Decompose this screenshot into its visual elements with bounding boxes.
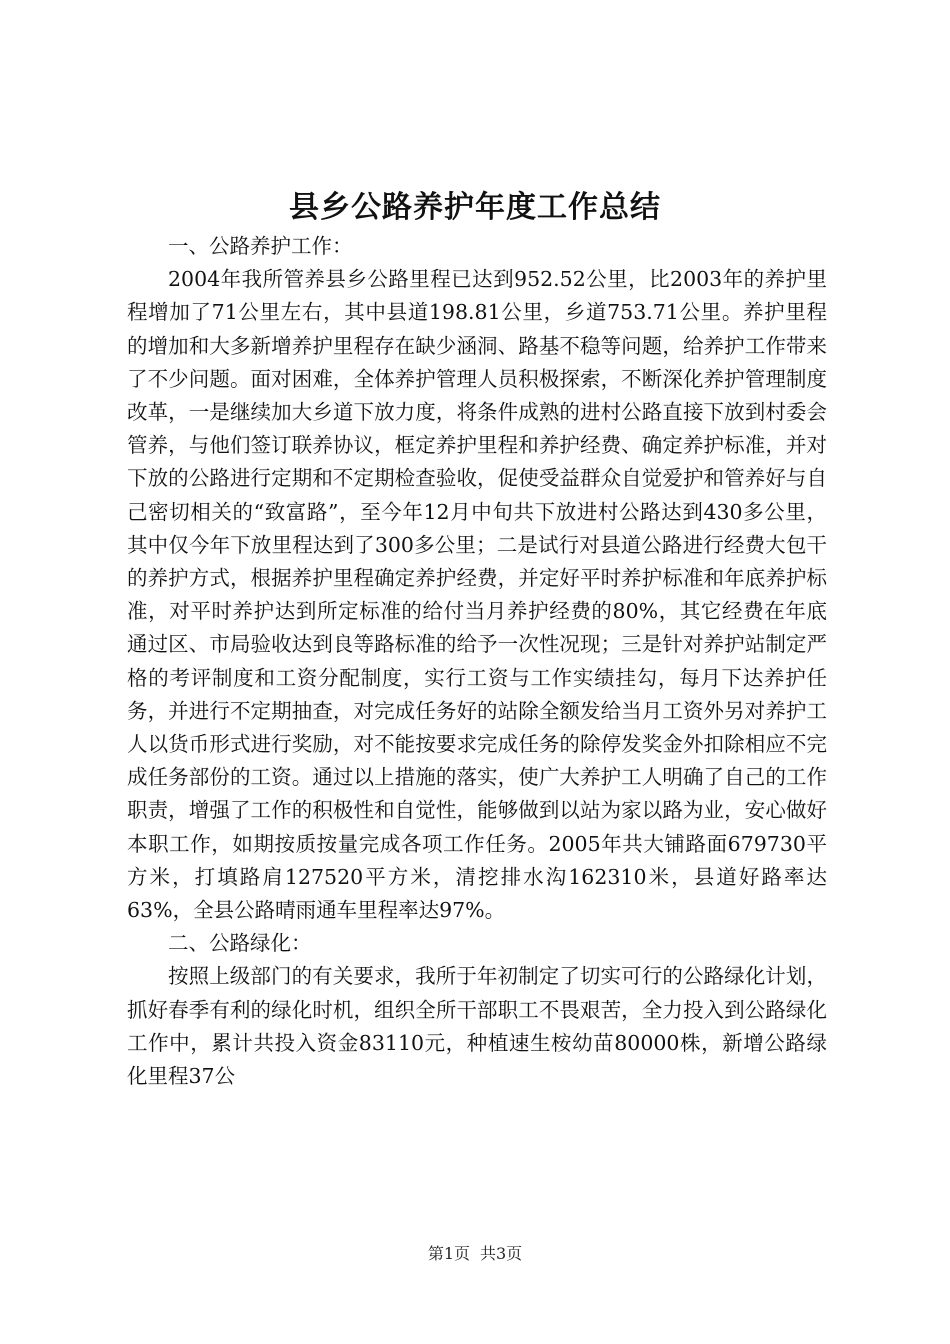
page-number: 第1页 (427, 1244, 470, 1263)
document-body (127, 230, 827, 1093)
section-heading: 二、公路绿化： (168, 931, 312, 956)
page-total: 共3页 (480, 1244, 523, 1263)
section-heading: 一、公路养护工作： (168, 234, 353, 258)
page-footer (0, 1243, 950, 1265)
body-paragraph: 2004年我所管养县乡公路里程已达到952.52公里，比2003年的养护里程增加了71公里左右，其中县道198.81公里，乡道753.71公里。养护里程的增加和大多新增养护里程存在缺少涵洞、路基不稳等问题，给养护工作带来了不少问题。面对困难，全体养护管理人员积极探索，不断深化养护管理制度改革，一是继续加大乡道下放力度，将条件成熟的进村公路直接下放到村委会管养，与他们签订联养协议，框定养护里程和养护经费、确定养护标准，并对下放的公路进行定期和不定期检查验收，促使受益群众自觉爱护和管养好与自己密切相关的“致富路”，至今年12月中旬共下放进村公路达到430多公里，其中仅今年下放里程达到了300多公里；二是试行对县道公路进行经费大包干的养护方式，根据养护里程确定养护经费，并定好平时养护标准和年底养护标准，对平时养护达到所定标准的给付当月养护经费的80%，其它经费在年底通过区、市局验收达到良等路标准的给予一次性况现；三是针对养护站制定严格的考评制度和工资分配制度，实行工资与工作实绩挂勾，每月下达养护任务，并进行不定期抽查，对完成任务好的站除全额发给当月工资外另对养护工人以货币形式进行奖励，对不能按要求完成任务的除停发奖金外扣除相应不完成任务部份的工资。通过以上措施的落实，使广大养护工人明确了自己的工作职责，增强了工作的积极性和自觉性，能够做到以站为家以路为业，安心做好本职工作，如期按质按量完成各项工作任务。2005年共大铺路面679730平方米，打填路肩127520平方米，清挖排水沟162310米，县道好路率达63%，全县公路晴雨通车里程率达97%。 (127, 267, 827, 923)
document-title: 县乡公路养护年度工作总结 (289, 190, 661, 225)
body-paragraph: 按照上级部门的有关要求，我所于年初制定了切实可行的公路绿化计划，抓好春季有利的绿化时机，组织全所干部职工不畏艰苦，全力投入到公路绿化工作中，累计共投入资金83110元，种植速生桉幼苗80000株，新增公路绿化里程37公 (127, 964, 827, 1089)
